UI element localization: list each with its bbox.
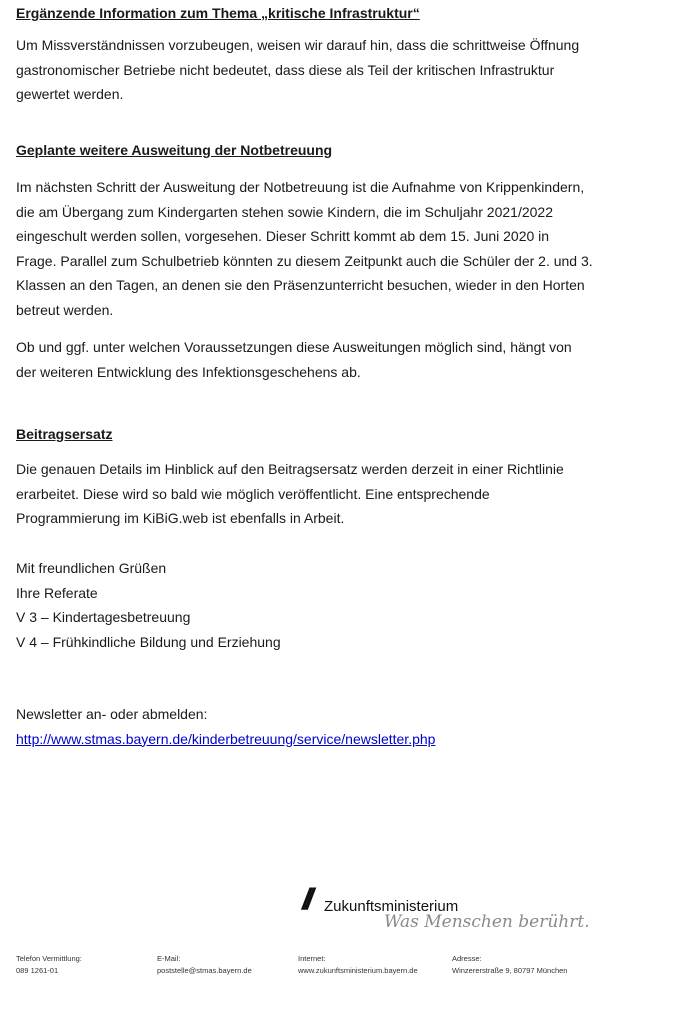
footer-phone-value: 089 1261-01 <box>16 966 59 975</box>
text-line: Die genauen Details im Hinblick auf den Beitragsersatz werden derzeit in einer Richtlinie <box>16 461 564 477</box>
closing-sender: Ihre Referate <box>16 584 98 601</box>
logo-tagline: Was Menschen berührt. <box>384 912 590 932</box>
paragraph-notbetreuung-1 <box>16 175 616 322</box>
footer-address-label: Adresse: <box>452 954 482 963</box>
heading-kritische-infrastruktur: Ergänzende Information zum Thema „kritische Infrastruktur“ <box>16 5 420 21</box>
footer-internet-label: Internet: <box>298 954 326 963</box>
text-line: Klassen an den Tagen, an denen sie den Präsenzunterricht besuchen, wieder in den Horten <box>16 277 585 293</box>
newsletter-link[interactable]: http://www.stmas.bayern.de/kinderbetreuung/service/newsletter.php <box>16 730 436 747</box>
footer-internet <box>298 953 418 977</box>
text-line: die am Übergang zum Kindergarten stehen sowie Kindern, die im Schuljahr 2021/2022 <box>16 203 553 220</box>
text-line: gastronomischer Betriebe nicht bedeutet, dass diese als Teil der kritischen Infrastruktur <box>16 61 555 78</box>
footer-address <box>452 953 567 977</box>
paragraph-beitragsersatz <box>16 457 616 531</box>
zukunftsministerium-logo <box>302 884 592 940</box>
closing-block <box>16 556 616 654</box>
text-line: Frage. Parallel zum Schulbetrieb könnten zu diesem Zeitpunkt auch die Schüler der 2. und 3. <box>16 252 593 269</box>
paragraph-kritische-infrastruktur <box>16 33 616 107</box>
footer-phone <box>16 953 82 977</box>
footer-address-value: Winzererstraße 9, 80797 München <box>452 966 568 975</box>
footer-email <box>157 953 252 977</box>
text-line: betreut werden. <box>16 301 114 318</box>
text-line: Um Missverständnissen vorzubeugen, weisen wir darauf hin, dass die schrittweise Öffnung <box>16 37 580 53</box>
heading-beitragsersatz: Beitragsersatz <box>16 426 113 442</box>
text-line: Programmierung im KiBiG.web ist ebenfalls in Arbeit. <box>16 510 345 526</box>
text-line: erarbeitet. Diese wird so bald wie möglich veröffentlicht. Eine entsprechende <box>16 485 490 502</box>
footer-phone-label: Telefon Vermittlung: <box>16 954 82 963</box>
closing-department-v3: V 3 – Kindertagesbetreuung <box>16 609 191 625</box>
newsletter-block <box>16 702 616 751</box>
closing-greeting: Mit freundlichen Grüßen <box>16 560 167 576</box>
text-line: Im nächsten Schritt der Ausweitung der Notbetreuung ist die Aufnahme von Krippenkindern, <box>16 179 585 195</box>
footer-email-label: E-Mail: <box>157 954 181 963</box>
logo-slashes-mark: // <box>302 883 309 916</box>
newsletter-label: Newsletter an- oder abmelden: <box>16 706 208 722</box>
footer-email-value: poststelle@stmas.bayern.de <box>157 966 252 975</box>
paragraph-notbetreuung-2 <box>16 335 616 384</box>
text-line: eingeschult werden sollen, vorgesehen. Dieser Schritt kommt ab dem 15. Juni 2020 in <box>16 228 550 244</box>
footer-internet-value: www.zukunftsministerium.bayern.de <box>298 966 418 975</box>
text-line: Ob und ggf. unter welchen Voraussetzungen diese Ausweitungen möglich sind, hängt von <box>16 339 572 355</box>
text-line: gewertet werden. <box>16 86 124 102</box>
closing-department-v4: V 4 – Frühkindliche Bildung und Erziehung <box>16 633 281 650</box>
logo-name: Zukunftsministerium <box>324 898 459 915</box>
heading-ausweitung-notbetreuung: Geplante weitere Ausweitung der Notbetreuung <box>16 142 333 158</box>
text-line: der weiteren Entwicklung des Infektionsgeschehens ab. <box>16 363 361 380</box>
